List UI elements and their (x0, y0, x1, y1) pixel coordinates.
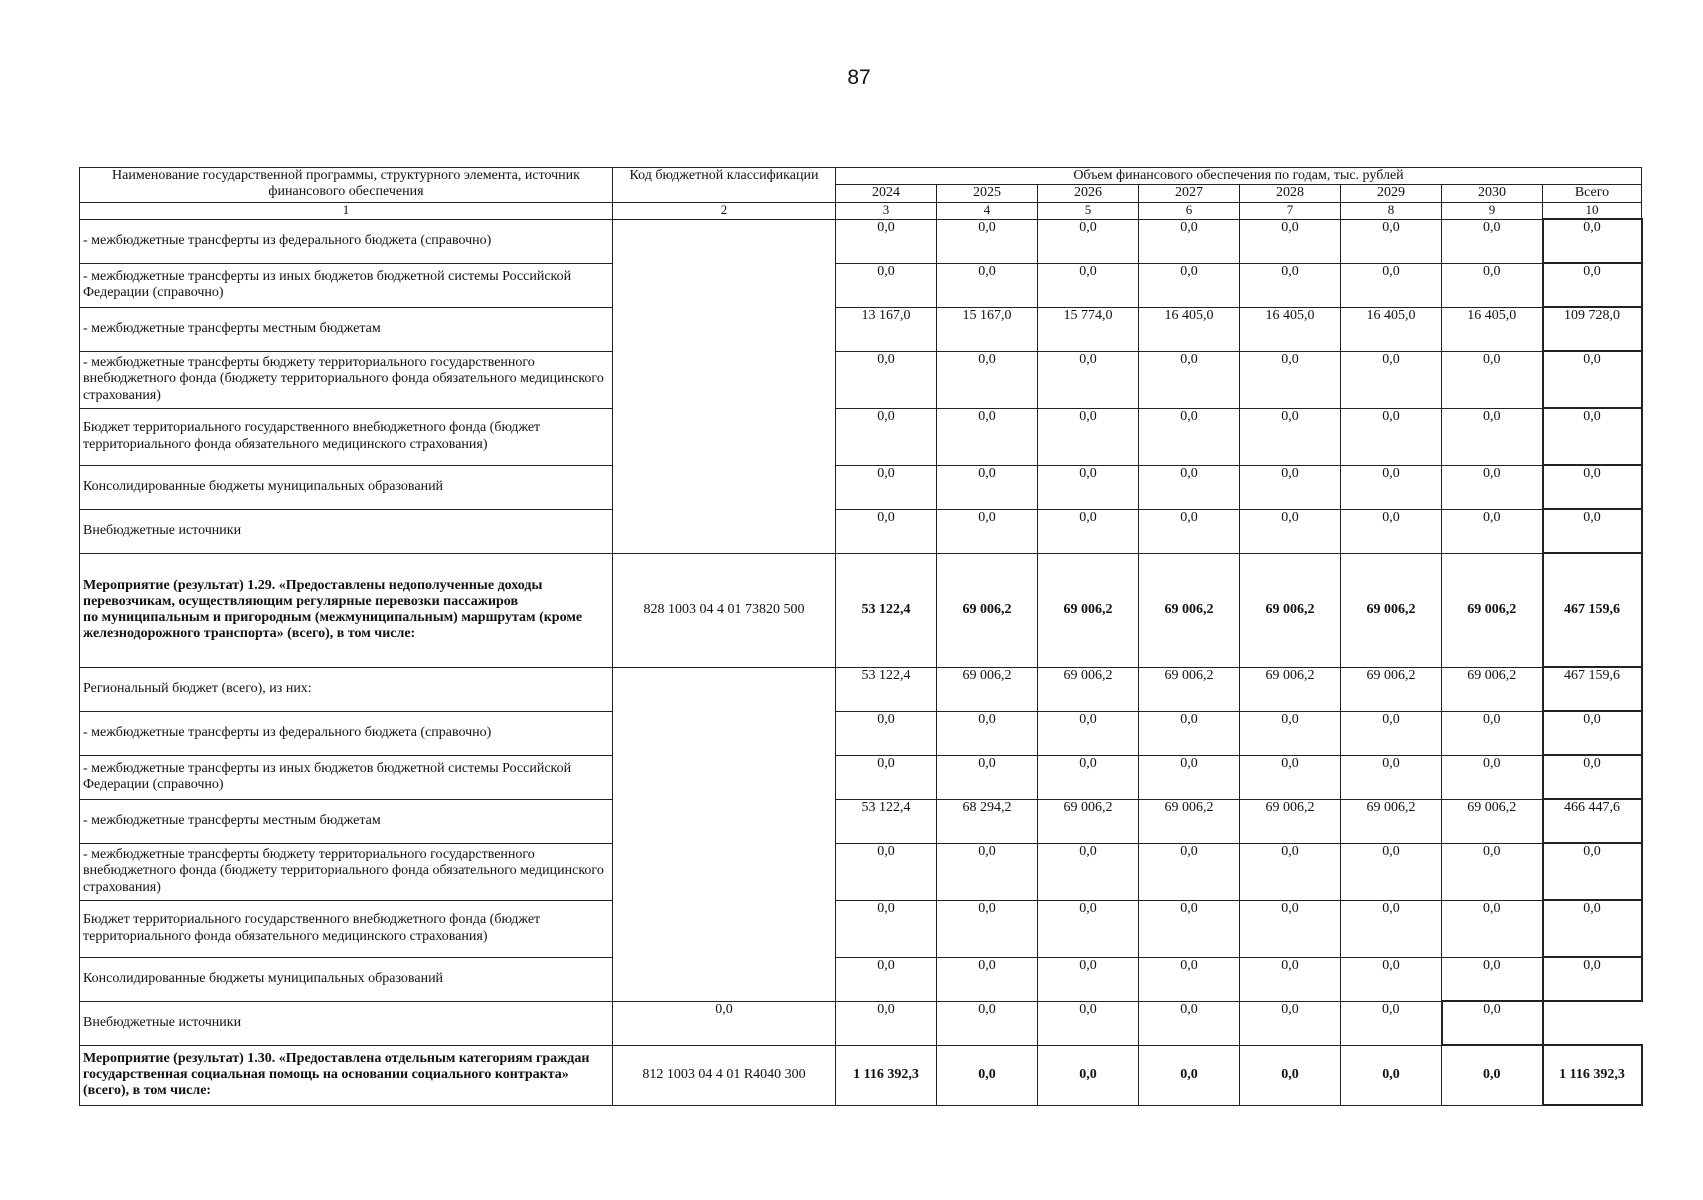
year-value: 0,0 (1038, 465, 1139, 509)
column-number: 7 (1240, 203, 1341, 219)
row-name: - межбюджетные трансферты из иных бюджетов бюджетной системы Российской Федерации (справочно) (80, 755, 613, 799)
row-name: Мероприятие (результат) 1.30. «Предоставлена отдельным категориям граждан государственная социальная помощь на основании социального контракта» (всего), в том числе: (80, 1045, 613, 1105)
year-value: 0,0 (836, 900, 937, 957)
row-name: Мероприятие (результат) 1.29. «Предоставлены недополученные доходы перевозчикам, осуществляющим регулярные перевозки пассажиров по муниципальным и пригородным (межмуниципальным) маршрутам (кроме железнодорожного транспорта» (всего), в том числе: (80, 553, 613, 667)
year-value: 15 774,0 (1038, 307, 1139, 351)
year-value: 0,0 (1038, 843, 1139, 900)
budget-code: 828 1003 04 4 01 73820 500 (613, 553, 836, 667)
year-value: 69 006,2 (1240, 799, 1341, 843)
year-value: 0,0 (836, 465, 937, 509)
year-value: 69 006,2 (1341, 553, 1442, 667)
row-name: Внебюджетные источники (80, 1001, 613, 1045)
year-value: 0,0 (937, 465, 1038, 509)
row-name: - межбюджетные трансферты из федерального бюджета (справочно) (80, 219, 613, 263)
year-value: 69 006,2 (937, 667, 1038, 711)
year-value: 0,0 (1442, 509, 1543, 553)
year-value: 0,0 (1240, 219, 1341, 263)
table-row (80, 900, 1642, 957)
year-value: 0,0 (836, 351, 937, 408)
year-value: 69 006,2 (1038, 553, 1139, 667)
year-value: 0,0 (1139, 219, 1240, 263)
year-value: 0,0 (1240, 1045, 1341, 1105)
year-value: 69 006,2 (1139, 799, 1240, 843)
header-year: 2026 (1038, 185, 1139, 203)
budget-code-empty (613, 667, 836, 1001)
year-value: 0,0 (1442, 755, 1543, 799)
year-value: 0,0 (1240, 711, 1341, 755)
year-value: 0,0 (1139, 408, 1240, 465)
table-row (80, 553, 1642, 667)
year-value: 0,0 (1341, 755, 1442, 799)
year-value: 0,0 (937, 351, 1038, 408)
header-year: 2028 (1240, 185, 1341, 203)
year-value: 69 006,2 (1341, 799, 1442, 843)
table-row (80, 465, 1642, 509)
row-total: 467 159,6 (1543, 553, 1642, 667)
year-value: 0,0 (1240, 1001, 1341, 1045)
year-value: 16 405,0 (1139, 307, 1240, 351)
year-value: 0,0 (836, 755, 937, 799)
year-value: 0,0 (937, 1001, 1038, 1045)
row-total: 0,0 (1543, 711, 1642, 755)
column-number: 5 (1038, 203, 1139, 219)
year-value: 0,0 (1341, 957, 1442, 1001)
row-name: - межбюджетные трансферты из иных бюджетов бюджетной системы Российской Федерации (справочно) (80, 263, 613, 307)
year-value: 0,0 (836, 219, 937, 263)
row-total: 0,0 (1442, 1001, 1543, 1045)
year-value: 69 006,2 (1341, 667, 1442, 711)
year-value: 0,0 (1442, 408, 1543, 465)
year-value: 0,0 (1038, 219, 1139, 263)
page-number: 87 (847, 66, 871, 89)
year-value: 0,0 (836, 509, 937, 553)
year-value: 68 294,2 (937, 799, 1038, 843)
year-value: 0,0 (1038, 711, 1139, 755)
year-value: 69 006,2 (1038, 667, 1139, 711)
year-value: 0,0 (1341, 843, 1442, 900)
year-value: 0,0 (836, 263, 937, 307)
header-volume: Объем финансового обеспечения по годам, тыс. рублей (836, 168, 1642, 185)
year-value: 69 006,2 (937, 553, 1038, 667)
row-total: 1 116 392,3 (1543, 1045, 1642, 1105)
year-value: 0,0 (1038, 957, 1139, 1001)
year-value: 53 122,4 (836, 667, 937, 711)
row-total: 0,0 (1543, 263, 1642, 307)
row-name: - межбюджетные трансферты бюджету территориального государственного внебюджетного фонда (бюджету территориального фонда обязательного медицинского страхования) (80, 351, 613, 408)
year-value: 0,0 (1038, 1001, 1139, 1045)
budget-code-empty (613, 219, 836, 553)
table-row (80, 843, 1642, 900)
row-total: 0,0 (1543, 755, 1642, 799)
year-value: 0,0 (937, 1045, 1038, 1105)
year-value: 53 122,4 (836, 553, 937, 667)
table-row (80, 351, 1642, 408)
row-total: 109 728,0 (1543, 307, 1642, 351)
header-year: 2025 (937, 185, 1038, 203)
year-value: 0,0 (1240, 263, 1341, 307)
header-year: 2027 (1139, 185, 1240, 203)
year-value: 0,0 (1240, 957, 1341, 1001)
row-total: 0,0 (1543, 900, 1642, 957)
header-total: Всего (1543, 185, 1642, 203)
column-number: 10 (1543, 203, 1642, 219)
year-value: 0,0 (1442, 219, 1543, 263)
year-value: 0,0 (1442, 957, 1543, 1001)
year-value: 0,0 (1139, 509, 1240, 553)
column-number: 2 (613, 203, 836, 219)
year-value: 0,0 (1341, 900, 1442, 957)
column-number: 3 (836, 203, 937, 219)
year-value: 15 167,0 (937, 307, 1038, 351)
table-row (80, 307, 1642, 351)
table-row (80, 711, 1642, 755)
year-value: 0,0 (937, 263, 1038, 307)
year-value: 0,0 (1442, 351, 1543, 408)
year-value: 0,0 (1341, 263, 1442, 307)
year-value: 0,0 (1038, 755, 1139, 799)
year-value: 69 006,2 (1442, 667, 1543, 711)
year-value: 13 167,0 (836, 307, 937, 351)
year-value: 0,0 (1442, 1045, 1543, 1105)
column-number: 8 (1341, 203, 1442, 219)
row-total: 0,0 (1543, 843, 1642, 900)
year-value: 0,0 (1139, 957, 1240, 1001)
row-total: 0,0 (1543, 219, 1642, 263)
year-value: 0,0 (1139, 351, 1240, 408)
row-name: - межбюджетные трансферты из федерального бюджета (справочно) (80, 711, 613, 755)
year-value: 69 006,2 (1442, 799, 1543, 843)
year-value: 0,0 (937, 900, 1038, 957)
year-value: 0,0 (937, 219, 1038, 263)
column-number: 4 (937, 203, 1038, 219)
year-value: 0,0 (1240, 351, 1341, 408)
year-value: 69 006,2 (1139, 553, 1240, 667)
row-name: - межбюджетные трансферты местным бюджетам (80, 307, 613, 351)
year-value: 0,0 (1139, 711, 1240, 755)
table-row (80, 509, 1642, 553)
column-number: 1 (80, 203, 613, 219)
table-row (80, 957, 1642, 1001)
year-value: 0,0 (836, 1001, 937, 1045)
year-value: 69 006,2 (1038, 799, 1139, 843)
year-value: 0,0 (1240, 465, 1341, 509)
header-year: 2029 (1341, 185, 1442, 203)
year-value: 0,0 (1442, 711, 1543, 755)
year-value: 0,0 (1038, 1045, 1139, 1105)
year-value: 0,0 (937, 843, 1038, 900)
row-name: Бюджет территориального государственного внебюджетного фонда (бюджет территориального фонда обязательного медицинского страхования) (80, 408, 613, 465)
year-value: 0,0 (1240, 755, 1341, 799)
row-name: - межбюджетные трансферты местным бюджетам (80, 799, 613, 843)
table-row (80, 219, 1642, 263)
year-value: 53 122,4 (836, 799, 937, 843)
year-value: 0,0 (937, 755, 1038, 799)
row-total: 0,0 (1543, 957, 1642, 1001)
year-value: 0,0 (1341, 1045, 1442, 1105)
year-value: 0,0 (1139, 465, 1240, 509)
header-year: 2024 (836, 185, 937, 203)
row-total: 467 159,6 (1543, 667, 1642, 711)
year-value: 0,0 (1038, 408, 1139, 465)
year-value: 0,0 (1341, 408, 1442, 465)
year-value: 0,0 (1139, 755, 1240, 799)
row-name: Региональный бюджет (всего), из них: (80, 667, 613, 711)
year-value: 0,0 (1139, 843, 1240, 900)
year-value: 69 006,2 (1139, 667, 1240, 711)
year-value: 16 405,0 (1240, 307, 1341, 351)
table-row (80, 667, 1642, 711)
row-name: Внебюджетные источники (80, 509, 613, 553)
table-row (80, 799, 1642, 843)
row-name: Бюджет территориального государственного внебюджетного фонда (бюджет территориального фонда обязательного медицинского страхования) (80, 900, 613, 957)
year-value: 0,0 (937, 957, 1038, 1001)
year-value: 0,0 (1139, 900, 1240, 957)
year-value: 0,0 (1442, 465, 1543, 509)
column-number: 6 (1139, 203, 1240, 219)
year-value: 0,0 (1240, 843, 1341, 900)
year-value: 0,0 (1139, 263, 1240, 307)
year-value: 0,0 (613, 1001, 836, 1045)
year-value: 16 405,0 (1442, 307, 1543, 351)
year-value: 0,0 (1442, 843, 1543, 900)
table-row (80, 1045, 1642, 1105)
year-value: 0,0 (836, 843, 937, 900)
year-value: 69 006,2 (1442, 553, 1543, 667)
year-value: 0,0 (1341, 351, 1442, 408)
year-value: 0,0 (1341, 711, 1442, 755)
row-total: 0,0 (1543, 465, 1642, 509)
year-value: 0,0 (1240, 509, 1341, 553)
row-name: Консолидированные бюджеты муниципальных образований (80, 957, 613, 1001)
header-name: Наименование государственной программы, структурного элемента, источник финансового обеспечения (80, 168, 613, 203)
table-row (80, 408, 1642, 465)
year-value: 0,0 (1139, 1045, 1240, 1105)
row-total: 466 447,6 (1543, 799, 1642, 843)
year-value: 0,0 (1341, 509, 1442, 553)
row-total: 0,0 (1543, 351, 1642, 408)
year-value: 0,0 (836, 957, 937, 1001)
year-value: 0,0 (1442, 263, 1543, 307)
year-value: 0,0 (1038, 263, 1139, 307)
row-name: - межбюджетные трансферты бюджету территориального государственного внебюджетного фонда (бюджету территориального фонда обязательного медицинского страхования) (80, 843, 613, 900)
year-value: 0,0 (937, 711, 1038, 755)
year-value: 69 006,2 (1240, 553, 1341, 667)
header-year: 2030 (1442, 185, 1543, 203)
financing-table (79, 167, 1643, 1106)
year-value: 0,0 (836, 711, 937, 755)
row-total: 0,0 (1543, 509, 1642, 553)
year-value: 0,0 (1038, 351, 1139, 408)
year-value: 69 006,2 (1240, 667, 1341, 711)
year-value: 0,0 (937, 408, 1038, 465)
header-code: Код бюджетной классификации (613, 168, 836, 203)
year-value: 0,0 (836, 408, 937, 465)
column-number: 9 (1442, 203, 1543, 219)
row-name: Консолидированные бюджеты муниципальных образований (80, 465, 613, 509)
year-value: 0,0 (1341, 219, 1442, 263)
year-value: 0,0 (1139, 1001, 1240, 1045)
table-body (80, 219, 1642, 1105)
year-value: 0,0 (1442, 900, 1543, 957)
year-value: 0,0 (937, 509, 1038, 553)
year-value: 0,0 (1240, 408, 1341, 465)
year-value: 0,0 (1341, 465, 1442, 509)
table-row (80, 263, 1642, 307)
table-row (80, 755, 1642, 799)
year-value: 0,0 (1038, 509, 1139, 553)
year-value: 0,0 (1240, 900, 1341, 957)
year-value: 0,0 (1341, 1001, 1442, 1045)
budget-code: 812 1003 04 4 01 R4040 300 (613, 1045, 836, 1105)
year-value: 16 405,0 (1341, 307, 1442, 351)
row-total: 0,0 (1543, 408, 1642, 465)
table-row (80, 1001, 1642, 1045)
year-value: 1 116 392,3 (836, 1045, 937, 1105)
year-value: 0,0 (1038, 900, 1139, 957)
